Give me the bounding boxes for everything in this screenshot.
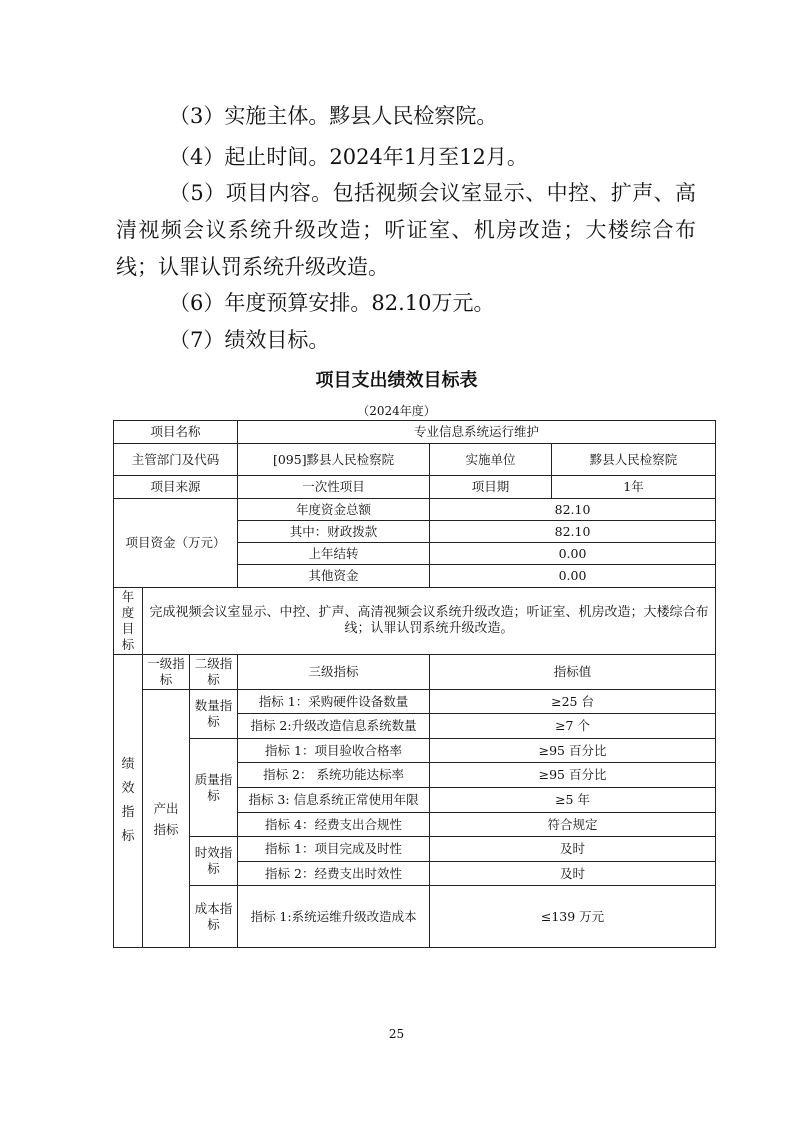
indicator-value: 及时 <box>430 862 716 886</box>
indicator-value: ≥25 台 <box>430 690 716 714</box>
table-row <box>114 886 716 948</box>
indicator-value: ≤139 万元 <box>430 886 716 948</box>
fund-value: 0.00 <box>430 543 716 565</box>
impl-unit-value: 黟县人民检察院 <box>552 444 716 476</box>
level1-output: 产出指标 <box>143 690 190 948</box>
table-row <box>114 739 716 763</box>
indicator-name: 指标 3: 信息系统正常使用年限 <box>238 788 430 813</box>
table-row <box>114 588 716 655</box>
paragraph-budget: （6）年度预算安排。82.10万元。 <box>169 291 495 315</box>
indicator-value: ≥5 年 <box>430 788 716 813</box>
table-row <box>114 476 716 499</box>
indicator-value: ≥95 百分比 <box>430 739 716 763</box>
performance-table <box>113 420 716 948</box>
page-number: 25 <box>388 1027 405 1041</box>
paragraph-period: （4）起止时间。2024年1月至12月。 <box>169 145 528 169</box>
indicator-value: 符合规定 <box>430 813 716 837</box>
perf-label: 绩效指标 <box>114 655 143 948</box>
header-level1: 一级指标 <box>143 655 190 690</box>
paragraph-goals: （7）绩效目标。 <box>169 328 330 352</box>
header-level3: 三级指标 <box>238 655 430 690</box>
fund-label: 上年结转 <box>238 543 430 565</box>
indicator-name: 指标 2：经费支出时效性 <box>238 862 430 886</box>
indicator-value: ≥95 百分比 <box>430 763 716 788</box>
header-level2: 二级指标 <box>190 655 238 690</box>
indicator-name: 指标 2:升级改造信息系统数量 <box>238 714 430 739</box>
fund-label: 年度资金总额 <box>238 499 430 521</box>
header-value: 指标值 <box>430 655 716 690</box>
project-name-label: 项目名称 <box>114 421 238 444</box>
dept-value: [095]黟县人民检察院 <box>238 444 430 476</box>
source-label: 项目来源 <box>114 476 238 499</box>
indicator-name: 指标 1：项目验收合格率 <box>238 739 430 763</box>
paragraph-content: （5）项目内容。包括视频会议室显示、中控、扩声、高清视频会议系统升级改造；听证室、机房改造；大楼综合布线；认罪认罚系统升级改造。 <box>116 181 696 279</box>
project-name-value: 专业信息系统运行维护 <box>238 421 716 444</box>
group-quality: 质量指标 <box>190 739 238 837</box>
fund-value: 82.10 <box>430 499 716 521</box>
indicator-value: ≥7 个 <box>430 714 716 739</box>
fund-value: 82.10 <box>430 521 716 543</box>
group-quantity: 数量指标 <box>190 690 238 739</box>
indicator-name: 指标 4：经费支出合规性 <box>238 813 430 837</box>
fund-label: 其中：财政拨款 <box>238 521 430 543</box>
table-row <box>114 499 716 521</box>
fund-label: 其他资金 <box>238 565 430 588</box>
table-subtitle: （2024年度） <box>357 404 436 418</box>
period-label: 项目期 <box>430 476 552 499</box>
table-row <box>114 421 716 444</box>
table-title: 项目支出绩效目标表 <box>315 370 478 391</box>
table-row <box>114 837 716 862</box>
indicator-name: 指标 2： 系统功能达标率 <box>238 763 430 788</box>
group-timeliness: 时效指标 <box>190 837 238 886</box>
table-row <box>114 444 716 476</box>
table-row <box>114 655 716 690</box>
paragraph-implementer: （3）实施主体。黟县人民检察院。 <box>169 104 498 128</box>
indicator-value: 及时 <box>430 837 716 862</box>
indicator-name: 指标 1:系统运维升级改造成本 <box>238 886 430 948</box>
indicator-name: 指标 1：项目完成及时性 <box>238 837 430 862</box>
dept-label: 主管部门及代码 <box>114 444 238 476</box>
table-row <box>114 690 716 714</box>
goal-label: 年度目标 <box>114 588 143 655</box>
funds-label: 项目资金（万元） <box>114 499 238 588</box>
impl-unit-label: 实施单位 <box>430 444 552 476</box>
group-cost: 成本指标 <box>190 886 238 948</box>
source-value: 一次性项目 <box>238 476 430 499</box>
period-value: 1年 <box>552 476 716 499</box>
fund-value: 0.00 <box>430 565 716 588</box>
indicator-name: 指标 1：采购硬件设备数量 <box>238 690 430 714</box>
goal-text: 完成视频会议室显示、中控、扩声、高清视频会议系统升级改造；听证室、机房改造；大楼综合布线；认罪认罚系统升级改造。 <box>143 588 716 655</box>
